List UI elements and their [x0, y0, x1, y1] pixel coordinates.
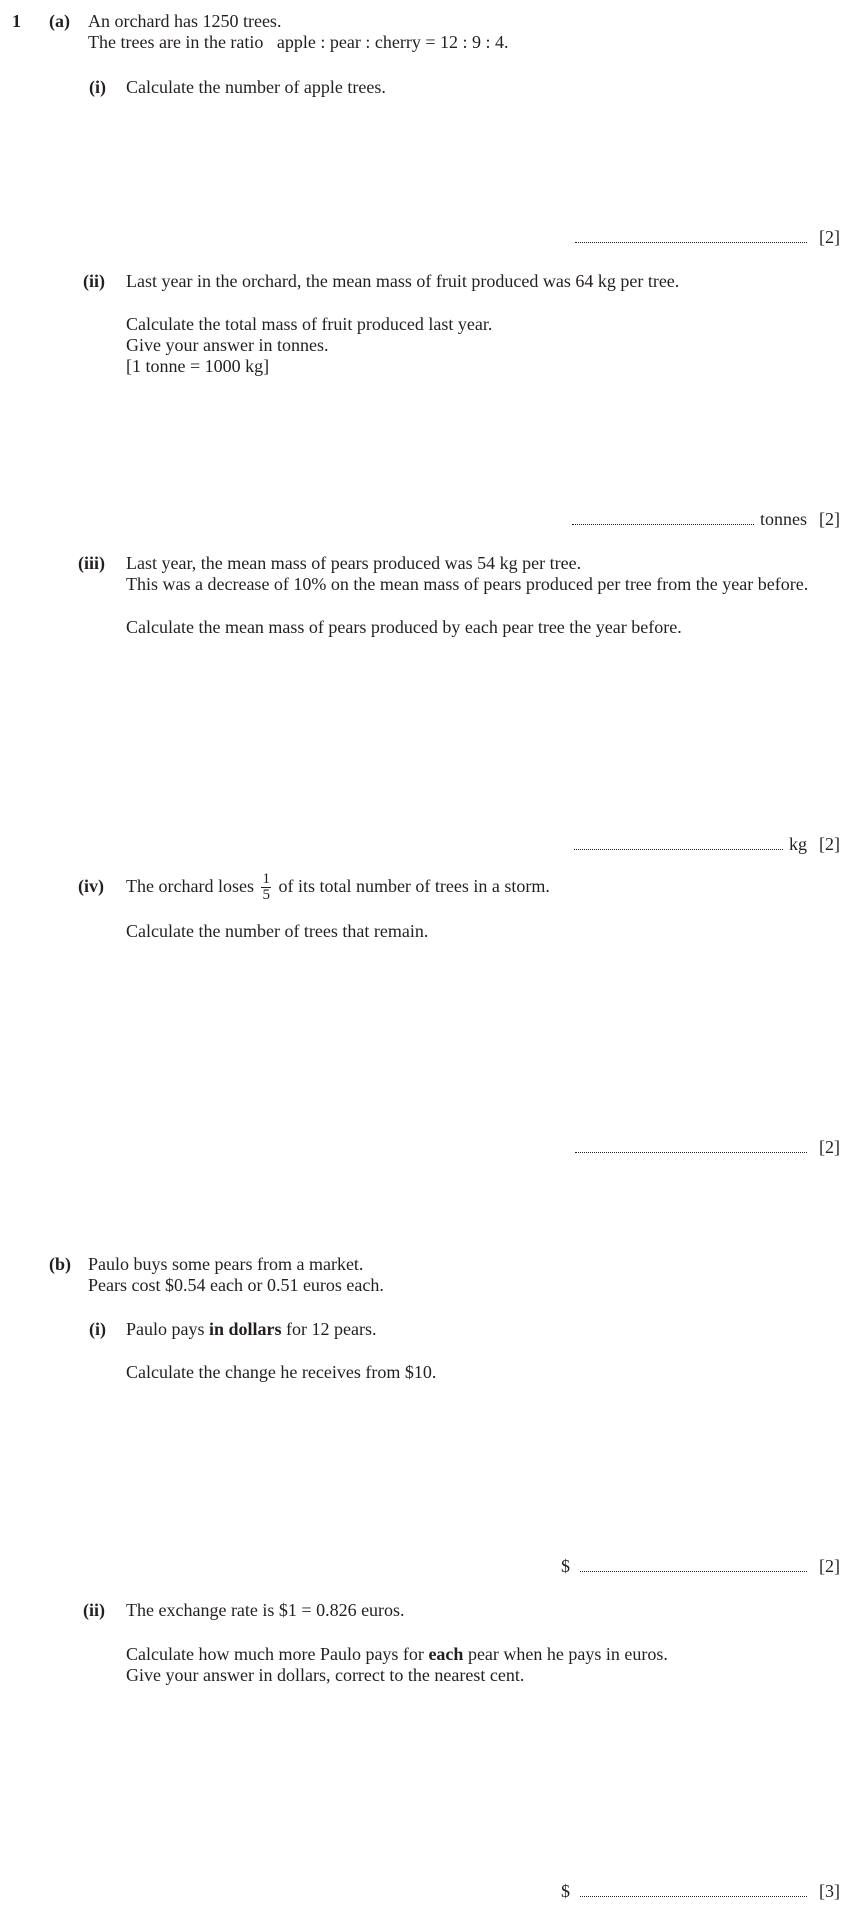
- answer-dotted-line[interactable]: [575, 228, 807, 243]
- part-b-i-answer-line: [561, 1556, 840, 1577]
- part-a-ii-line1: Last year in the orchard, the mean mass of fruit produced was 64 kg per tree.: [126, 271, 680, 291]
- bold-text: in dollars: [209, 1319, 282, 1339]
- marks: [3]: [819, 1881, 840, 1901]
- part-a-ii-line2: Calculate the total mass of fruit produced last year.: [126, 314, 493, 334]
- part-a-intro-line1: An orchard has 1250 trees.: [88, 11, 282, 31]
- part-a-iii-line1: Last year, the mean mass of pears produced was 54 kg per tree.: [126, 553, 582, 573]
- part-a-i-label: (i): [89, 77, 106, 97]
- part-b-i-label: (i): [89, 1319, 106, 1339]
- part-a-label: (a): [49, 11, 70, 31]
- answer-dotted-line[interactable]: [575, 1138, 807, 1153]
- part-a-iv-answer-line: [575, 1137, 840, 1158]
- part-a-iii-line3: Calculate the mean mass of pears produced by each pear tree the year before.: [126, 617, 682, 637]
- text: Calculate how much more Paulo pays for: [126, 1644, 429, 1664]
- part-a-ii-line4: [1 tonne = 1000 kg]: [126, 356, 270, 376]
- marks: [2]: [819, 1556, 840, 1576]
- text: for 12 pears.: [281, 1319, 377, 1339]
- currency-symbol: $: [561, 1881, 570, 1901]
- part-b-intro-line1: Paulo buys some pears from a market.: [88, 1254, 364, 1274]
- part-b-ii-line3: Give your answer in dollars, correct to the nearest cent.: [126, 1665, 525, 1685]
- part-b-ii-label: (ii): [83, 1600, 105, 1620]
- text: pear when he pays in euros.: [463, 1644, 668, 1664]
- part-b-i-line1: [126, 1319, 377, 1340]
- part-a-i-question: Calculate the number of apple trees.: [126, 77, 386, 97]
- part-a-ii-line3: Give your answer in tonnes.: [126, 335, 329, 355]
- part-a-iii-answer-line: [574, 834, 840, 855]
- text: Paulo pays: [126, 1319, 209, 1339]
- part-a-iv-line2: Calculate the number of trees that remain.: [126, 921, 429, 941]
- fraction: [261, 872, 271, 903]
- marks: [2]: [819, 509, 840, 529]
- fraction-denominator: 5: [262, 887, 270, 904]
- answer-dotted-line[interactable]: [580, 1557, 807, 1572]
- part-a-iv-label: (iv): [78, 876, 104, 896]
- fraction-numerator: 1: [262, 871, 270, 888]
- answer-dotted-line[interactable]: [572, 510, 754, 525]
- marks: [2]: [819, 1137, 840, 1157]
- bold-text: each: [428, 1644, 464, 1664]
- unit-label: tonnes: [760, 509, 807, 529]
- part-b-ii-line2: [126, 1644, 668, 1665]
- marks: [2]: [819, 227, 840, 247]
- part-b-i-line2: Calculate the change he receives from $10.: [126, 1362, 437, 1382]
- text-after-fraction: of its total number of trees in a storm.: [278, 876, 550, 896]
- part-a-intro-line2: The trees are in the ratio apple : pear : cherry = 12 : 9 : 4.: [88, 32, 509, 52]
- question-number: 1: [12, 11, 21, 31]
- answer-dotted-line[interactable]: [574, 835, 783, 850]
- marks: [2]: [819, 834, 840, 854]
- part-a-i-answer-line: [575, 227, 840, 248]
- answer-dotted-line[interactable]: [580, 1882, 807, 1897]
- part-a-iii-line2: This was a decrease of 10% on the mean mass of pears produced per tree from the year before.: [126, 574, 809, 594]
- part-a-iv-line1: [126, 866, 550, 906]
- currency-symbol: $: [561, 1556, 570, 1576]
- part-b-label: (b): [49, 1254, 71, 1274]
- part-a-ii-label: (ii): [83, 271, 105, 291]
- text-before-fraction: The orchard loses: [126, 876, 254, 896]
- unit-label: kg: [789, 834, 807, 854]
- part-a-ii-answer-line: [572, 509, 840, 530]
- part-b-ii-answer-line: [561, 1881, 840, 1902]
- part-a-iii-label: (iii): [78, 553, 105, 573]
- part-b-intro-line2: Pears cost $0.54 each or 0.51 euros each.: [88, 1275, 384, 1295]
- part-b-ii-line1: The exchange rate is $1 = 0.826 euros.: [126, 1600, 405, 1620]
